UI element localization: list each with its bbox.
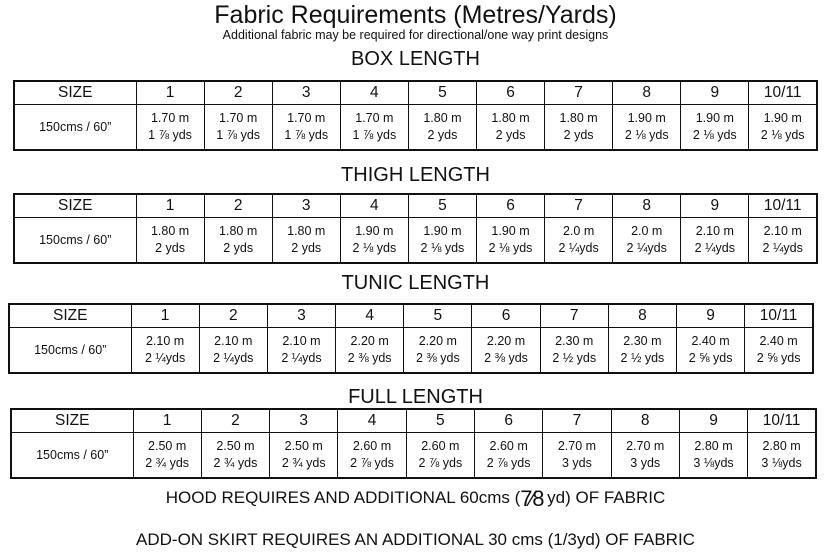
yards-value: 3 yds xyxy=(561,456,592,470)
yards-value: 2 ⅛ yds xyxy=(760,128,805,142)
size-number-cell: 3 xyxy=(267,304,335,328)
yards-value: 2 ½ yds xyxy=(620,351,665,365)
metres-value: 2.30 m xyxy=(555,334,594,348)
fabric-amount-cell xyxy=(336,328,404,374)
yards-value: 2 ⅛ yds xyxy=(420,241,465,255)
size-number-cell: 1 xyxy=(136,81,204,105)
fabric-amount-cell xyxy=(408,218,476,264)
yards-value: 2 ¼yds xyxy=(762,241,803,255)
fabric-amount-cell xyxy=(613,105,681,151)
fabric-amount-cell xyxy=(681,218,749,264)
size-header-cell: SIZE xyxy=(9,304,131,328)
yards-value: 2 ⅜ yds xyxy=(347,351,392,365)
metres-value: 2.0 m xyxy=(562,224,595,238)
size-number-cell: 2 xyxy=(201,409,269,433)
size-number-cell: 7 xyxy=(545,194,613,218)
fabric-amount-cell xyxy=(748,433,816,479)
fabric-amount-cell xyxy=(204,218,272,264)
size-number-cell: 3 xyxy=(272,194,340,218)
size-number-cell: 9 xyxy=(681,81,749,105)
section-title-full-length: FULL LENGTH xyxy=(348,386,483,408)
size-number-cell: 2 xyxy=(204,81,272,105)
metres-value: 2.0 m xyxy=(631,224,663,238)
page-title: Fabric Requirements (Metres/Yards) xyxy=(214,1,617,29)
fabric-amount-cell xyxy=(408,105,476,151)
size-number-cell: 1 xyxy=(136,194,204,218)
fabric-amount-cell xyxy=(476,218,544,264)
fabric-amount-cell xyxy=(338,433,406,479)
yards-value: 1 ⅞ yds xyxy=(216,128,261,142)
yards-value: 2 ¼yds xyxy=(626,241,667,255)
metres-value: 2.30 m xyxy=(623,334,662,348)
size-number-cell: 10/11 xyxy=(749,194,817,218)
table-header-row xyxy=(14,194,817,218)
fabric-width-cell: 150cms / 60” xyxy=(11,433,133,479)
metres-value: 2.60 m xyxy=(352,439,392,453)
hood-note-end: yd) OF FABRIC xyxy=(542,488,666,507)
fabric-amount-cell xyxy=(545,105,613,151)
yards-value: 2 yds xyxy=(155,241,185,255)
size-number-cell: 3 xyxy=(272,81,340,105)
size-number-cell: 3 xyxy=(270,409,338,433)
metres-value: 2.60 m xyxy=(489,439,528,453)
metres-value: 2.20 m xyxy=(350,334,389,348)
metres-value: 1.90 m xyxy=(423,224,462,238)
yards-value: 2 ⅞ yds xyxy=(418,456,463,470)
yards-value: 2 yds xyxy=(291,241,322,255)
section-title-thigh-length: THIGH LENGTH xyxy=(341,164,490,186)
fabric-amount-cell xyxy=(267,328,335,374)
fabric-width-cell: 150cms / 60” xyxy=(14,105,136,151)
fabric-amount-cell xyxy=(406,433,474,479)
fabric-amount-cell xyxy=(340,105,408,151)
table-header-row xyxy=(9,304,813,328)
fabric-amount-cell xyxy=(545,218,613,264)
yards-value: 1 ⅞ yds xyxy=(352,128,397,142)
metres-value: 2.70 m xyxy=(557,439,597,453)
metres-value: 1.80 m xyxy=(287,224,326,238)
size-number-cell: 1 xyxy=(133,409,201,433)
metres-value: 2.60 m xyxy=(421,439,460,453)
table-full-length xyxy=(10,408,817,479)
fabric-width-cell: 150cms / 60” xyxy=(14,218,136,264)
fabric-amount-cell xyxy=(540,328,608,374)
size-number-cell: 10/11 xyxy=(749,81,817,105)
fabric-amount-cell xyxy=(136,105,204,151)
table-row xyxy=(14,105,817,151)
fabric-amount-cell xyxy=(613,218,681,264)
fabric-amount-cell xyxy=(131,328,199,374)
metres-value: 1.80 m xyxy=(219,224,258,238)
fabric-amount-cell xyxy=(136,218,204,264)
yards-value: 2 ¼yds xyxy=(558,241,599,255)
size-number-cell: 4 xyxy=(336,304,404,328)
metres-value: 1.70 m xyxy=(150,111,190,125)
yards-value: 2 ⅜ yds xyxy=(415,351,460,365)
metres-value: 1.80 m xyxy=(559,111,598,125)
metres-value: 1.80 m xyxy=(491,111,530,125)
size-header-cell: SIZE xyxy=(11,409,133,433)
metres-value: 2.50 m xyxy=(216,439,255,453)
table-box-length xyxy=(13,80,818,151)
fabric-amount-cell xyxy=(749,105,817,151)
size-number-cell: 5 xyxy=(408,194,476,218)
size-number-cell: 10/11 xyxy=(745,304,813,328)
yards-value: 2 ¼yds xyxy=(281,351,322,365)
fabric-amount-cell xyxy=(272,105,340,151)
fabric-width-cell: 150cms / 60” xyxy=(9,328,131,374)
size-number-cell: 5 xyxy=(408,81,476,105)
section-title-tunic-length: TUNIC LENGTH xyxy=(341,272,490,294)
yards-value: 2 ⅞ yds xyxy=(350,456,394,470)
metres-value: 2.50 m xyxy=(148,439,187,453)
yards-value: 2 yds xyxy=(223,241,254,255)
metres-value: 2.10 m xyxy=(214,334,253,348)
size-header-cell: SIZE xyxy=(14,81,136,105)
fabric-amount-cell xyxy=(472,328,540,374)
fabric-amount-cell xyxy=(474,433,542,479)
fabric-amount-cell xyxy=(199,328,267,374)
metres-value: 1.90 m xyxy=(355,224,394,238)
metres-value: 1.90 m xyxy=(695,111,734,125)
yards-value: 2 yds xyxy=(427,128,458,142)
size-number-cell: 7 xyxy=(545,81,613,105)
metres-value: 2.10 m xyxy=(695,224,734,238)
fabric-amount-cell xyxy=(340,218,408,264)
fabric-amount-cell xyxy=(679,433,747,479)
metres-value: 2.40 m xyxy=(759,334,798,348)
size-number-cell: 6 xyxy=(474,409,542,433)
table-row xyxy=(14,218,817,264)
yards-value: 2 yds xyxy=(495,128,526,142)
metres-value: 2.10 m xyxy=(145,334,185,348)
metres-value: 1.80 m xyxy=(150,224,190,238)
size-number-cell: 7 xyxy=(540,304,608,328)
fabric-amount-cell xyxy=(270,433,338,479)
yards-value: 2 yds xyxy=(563,128,594,142)
table-row xyxy=(11,433,816,479)
fabric-amount-cell xyxy=(133,433,201,479)
fabric-amount-cell xyxy=(404,328,472,374)
metres-value: 2.50 m xyxy=(284,439,323,453)
metres-value: 2.70 m xyxy=(626,439,665,453)
size-number-cell: 4 xyxy=(340,194,408,218)
size-number-cell: 8 xyxy=(613,81,681,105)
fabric-amount-cell xyxy=(476,105,544,151)
metres-value: 1.80 m xyxy=(423,111,462,125)
metres-value: 1.70 m xyxy=(287,111,326,125)
page-subtitle: Additional fabric may be required for directional/one way print designs xyxy=(222,28,609,42)
yards-value: 2 ⅞ yds xyxy=(486,456,531,470)
size-number-cell: 5 xyxy=(406,409,474,433)
table-row xyxy=(9,328,813,374)
size-number-cell: 9 xyxy=(677,304,745,328)
yards-value: 2 ¼yds xyxy=(213,351,254,365)
yards-value: 3 ⅛yds xyxy=(693,456,734,470)
table-tunic-length xyxy=(8,303,814,374)
size-number-cell: 8 xyxy=(608,304,676,328)
metres-value: 1.90 m xyxy=(627,111,666,125)
yards-value: 2 ⅝ yds xyxy=(756,351,801,365)
yards-value: 2 ⅛ yds xyxy=(488,241,533,255)
section-title-box-length: BOX LENGTH xyxy=(351,48,480,70)
metres-value: 1.90 m xyxy=(491,224,530,238)
size-number-cell: 6 xyxy=(476,81,544,105)
yards-value: 2 ¾ yds xyxy=(213,456,258,470)
hood-note-fraction: 7⁄8 xyxy=(520,486,543,511)
size-number-cell: 8 xyxy=(611,409,679,433)
yards-value: 2 ¼yds xyxy=(694,241,735,255)
metres-value: 1.70 m xyxy=(355,111,394,125)
hood-note xyxy=(0,484,831,510)
size-number-cell: 6 xyxy=(472,304,540,328)
size-number-cell: 1 xyxy=(131,304,199,328)
fabric-amount-cell xyxy=(681,105,749,151)
fabric-amount-cell xyxy=(272,218,340,264)
size-number-cell: 9 xyxy=(681,194,749,218)
yards-value: 2 ½ yds xyxy=(552,351,597,365)
fabric-amount-cell xyxy=(611,433,679,479)
size-number-cell: 7 xyxy=(543,409,611,433)
table-thigh-length xyxy=(13,193,818,264)
size-number-cell: 10/11 xyxy=(748,409,816,433)
fabric-amount-cell xyxy=(745,328,813,374)
fabric-amount-cell xyxy=(201,433,269,479)
metres-value: 2.80 m xyxy=(762,439,801,453)
metres-value: 2.20 m xyxy=(486,334,526,348)
size-number-cell: 2 xyxy=(199,304,267,328)
yards-value: 1 ⅞ yds xyxy=(148,128,192,142)
metres-value: 2.40 m xyxy=(691,334,730,348)
yards-value: 2 ¼yds xyxy=(144,351,186,365)
yards-value: 2 ¾ yds xyxy=(145,456,190,470)
yards-value: 2 ⅜ yds xyxy=(484,351,528,365)
table-header-row xyxy=(14,81,817,105)
metres-value: 1.70 m xyxy=(219,111,258,125)
yards-value: 2 ⅛ yds xyxy=(352,241,397,255)
size-number-cell: 9 xyxy=(679,409,747,433)
size-header-cell: SIZE xyxy=(14,194,136,218)
size-number-cell: 4 xyxy=(340,81,408,105)
fabric-amount-cell xyxy=(749,218,817,264)
yards-value: 3 ⅛yds xyxy=(761,456,802,470)
metres-value: 2.80 m xyxy=(694,439,733,453)
yards-value: 2 ⅝ yds xyxy=(688,351,733,365)
fabric-amount-cell xyxy=(543,433,611,479)
table-header-row xyxy=(11,409,816,433)
size-number-cell: 6 xyxy=(476,194,544,218)
skirt-note: ADD-ON SKIRT REQUIRES AN ADDITIONAL 30 cms (1/3yd) OF FABRIC xyxy=(136,530,695,549)
metres-value: 2.10 m xyxy=(282,334,321,348)
fabric-amount-cell xyxy=(204,105,272,151)
yards-value: 2 ¾ yds xyxy=(281,456,326,470)
yards-value: 1 ⅞ yds xyxy=(284,128,329,142)
size-number-cell: 2 xyxy=(204,194,272,218)
size-number-cell: 8 xyxy=(613,194,681,218)
size-number-cell: 4 xyxy=(338,409,406,433)
size-number-cell: 5 xyxy=(404,304,472,328)
yards-value: 2 ⅛ yds xyxy=(692,128,737,142)
metres-value: 2.20 m xyxy=(418,334,457,348)
hood-note-start: HOOD REQUIRES AND ADDITIONAL 60cms ( xyxy=(165,488,521,507)
metres-value: 2.10 m xyxy=(763,224,802,238)
fabric-amount-cell xyxy=(608,328,676,374)
yards-value: 2 ⅛ yds xyxy=(624,128,669,142)
yards-value: 3 yds xyxy=(630,456,661,470)
fabric-amount-cell xyxy=(677,328,745,374)
metres-value: 1.90 m xyxy=(763,111,802,125)
